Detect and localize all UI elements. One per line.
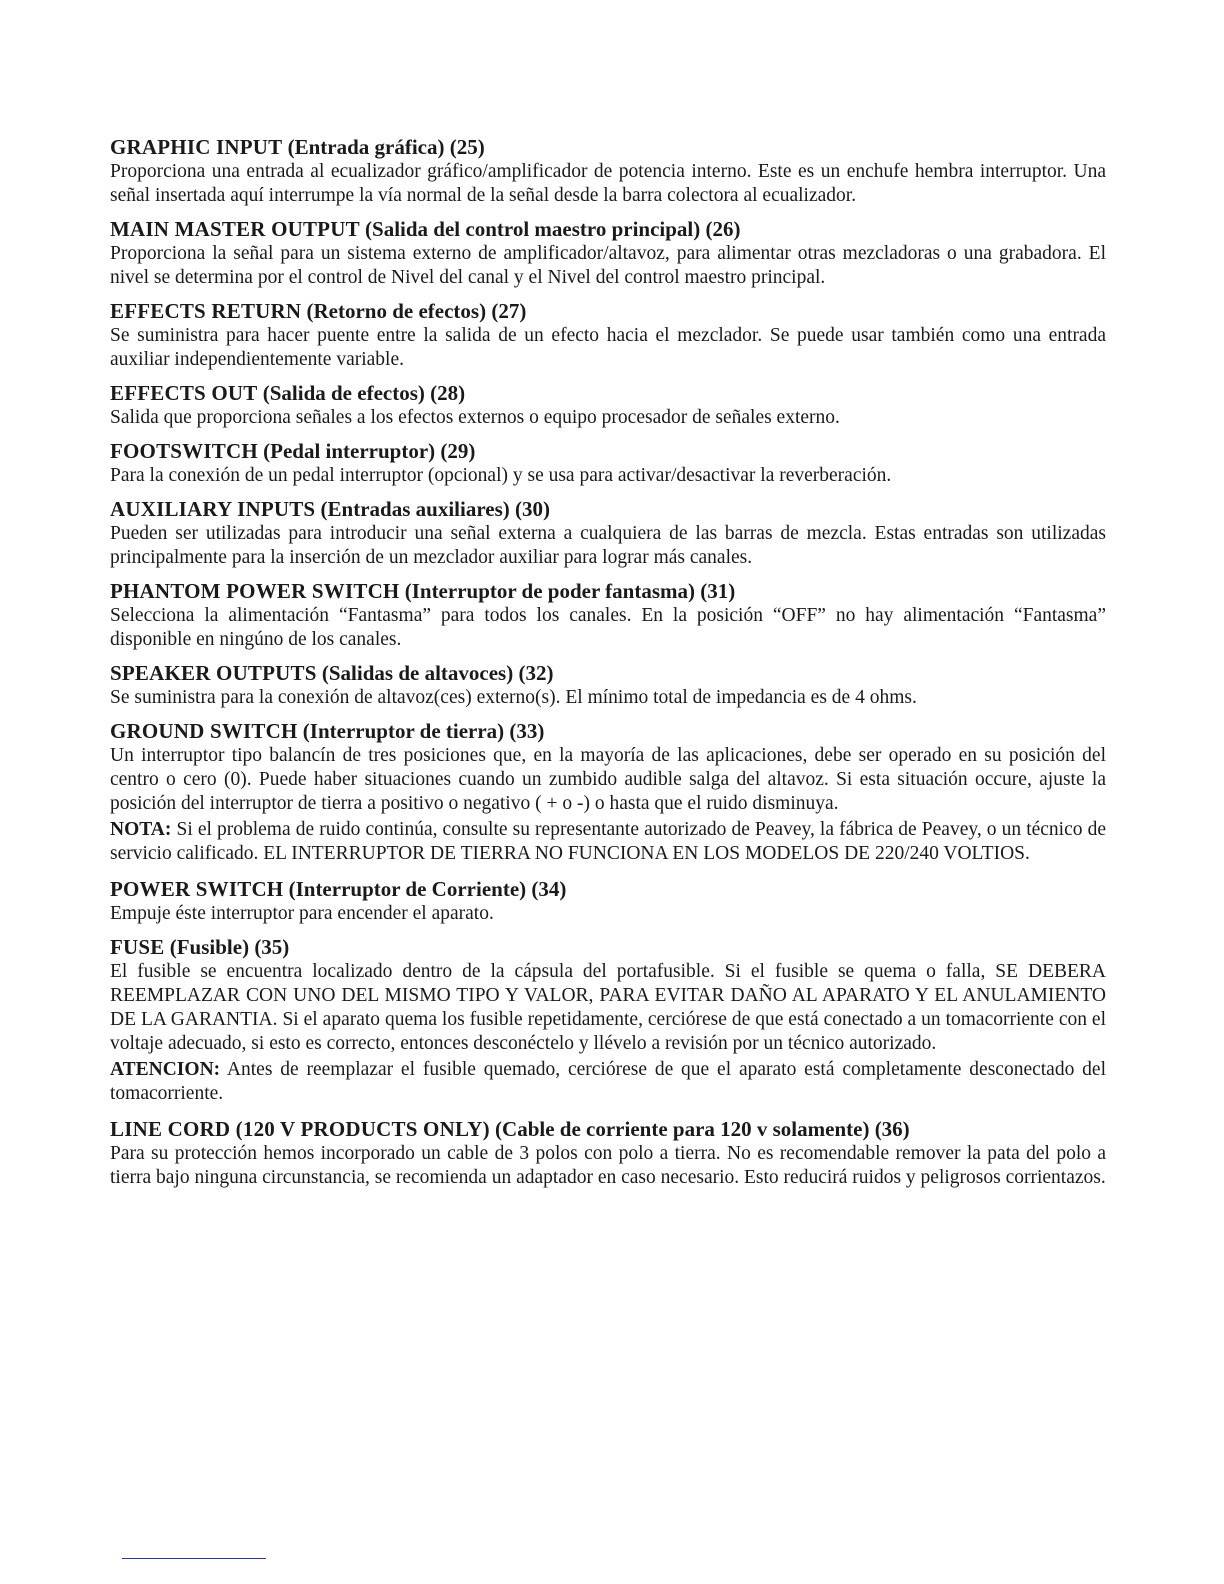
document-page [110, 134, 1106, 1198]
section-heading: POWER SWITCH (Interruptor de Corriente) (34) [110, 877, 567, 901]
attention-text: Antes de reemplazar el fusible quemado, cerciórese de que el aparato está completamente desconectado del tomacorriente. [110, 1059, 1106, 1104]
section-heading: FOOTSWITCH (Pedal interruptor) (29) [110, 439, 476, 463]
footer-rule [122, 1558, 266, 1559]
section-body: Empuje éste interruptor para encender el aparato. [110, 903, 494, 924]
section-body: Se suministra para la conexión de altavoz(ces) externo(s). El mínimo total de impedancia es de 4 ohms. [110, 687, 917, 708]
section-body: Proporciona una entrada al ecualizador gráfico/amplificador de potencia interno. Este es un enchufe hembra interruptor. Una señal insertada aquí interrumpe la vía normal de la señal desde la barra colectora al ecualizador. [110, 161, 1106, 206]
section-heading: PHANTOM POWER SWITCH (Interruptor de poder fantasma) (31) [110, 579, 736, 603]
section-line-cord [110, 1116, 1106, 1190]
note-text: Si el problema de ruido continúa, consulte su representante autorizado de Peavey, la fábrica de Peavey, o un técnico de servicio calificado. EL INTERRUPTOR DE TIERRA NO FUNCIONA EN LOS MODELOS DE 220/240 VOLTIOS. [110, 819, 1106, 864]
section-body: Para la conexión de un pedal interruptor (opcional) y se usa para activar/desactivar la reverberación. [110, 465, 892, 486]
section-heading: MAIN MASTER OUTPUT (Salida del control maestro principal) (26) [110, 217, 741, 241]
section-ground-switch [110, 718, 1106, 866]
attention-label: ATENCION: [110, 1059, 221, 1080]
section-auxiliary-inputs [110, 496, 1106, 570]
section-speaker-outputs [110, 660, 1106, 710]
section-heading: EFFECTS RETURN (Retorno de efectos) (27) [110, 299, 527, 323]
section-power-switch [110, 876, 1106, 926]
section-body: Se suministra para hacer puente entre la salida de un efecto hacia el mezclador. Se puede usar también como una entrada auxiliar independientemente variable. [110, 325, 1106, 370]
section-phantom-power-switch [110, 578, 1106, 652]
section-main-master-output [110, 216, 1106, 290]
section-graphic-input [110, 134, 1106, 208]
section-heading: GRAPHIC INPUT (Entrada gráfica) (25) [110, 135, 485, 159]
section-heading: EFFECTS OUT (Salida de efectos) (28) [110, 381, 466, 405]
section-heading: LINE CORD (120 V PRODUCTS ONLY) (Cable de corriente para 120 v solamente) (36) [110, 1117, 910, 1141]
section-body: Un interruptor tipo balancín de tres posiciones que, en la mayoría de las aplicaciones, debe ser operado en su posición del centro o cero (0). Puede haber situaciones cuando un zumbido audible salga del altavoz. Si esta situación occure, ajuste la posición del interruptor de tierra a positivo o negativo ( + o -) o hasta que el ruido disminuya. [110, 745, 1106, 814]
section-body: Selecciona la alimentación “Fantasma” para todos los canales. En la posición “OFF” no hay alimentación “Fantasma” disponible en ningúno de los canales. [110, 605, 1106, 650]
section-footswitch [110, 438, 1106, 488]
section-heading: AUXILIARY INPUTS (Entradas auxiliares) (30) [110, 497, 550, 521]
section-effects-return [110, 298, 1106, 372]
section-body: El fusible se encuentra localizado dentro de la cápsula del portafusible. Si el fusible se quema o falla, SE DEBERA REEMPLAZAR CON UNO DEL MISMO TIPO Y VALOR, PARA EVITAR DAÑO AL APARATO Y EL ANULAMIENTO DE LA GARANTIA. Si el aparato quema los fusible repetidamente, cerciórese de que está conectado a un tomacorriente con el voltaje adecuado, si esto es correcto, entonces desconéctelo y llévelo a revisión por un técnico autorizado. [110, 961, 1106, 1054]
section-heading: SPEAKER OUTPUTS (Salidas de altavoces) (32) [110, 661, 554, 685]
section-body: Proporciona la señal para un sistema externo de amplificador/altavoz, para alimentar otras mezcladoras o una grabadora. El nivel se determina por el control de Nivel del canal y el Nivel del control maestro principal. [110, 243, 1106, 288]
section-heading: GROUND SWITCH (Interruptor de tierra) (33) [110, 719, 545, 743]
section-effects-out [110, 380, 1106, 430]
attention-paragraph [110, 1058, 1106, 1106]
section-heading: FUSE (Fusible) (35) [110, 935, 290, 959]
section-body: Salida que proporciona señales a los efectos externos o equipo procesador de señales externo. [110, 407, 840, 428]
section-fuse [110, 934, 1106, 1106]
note-paragraph [110, 818, 1106, 866]
section-body: Para su protección hemos incorporado un cable de 3 polos con polo a tierra. No es recomendable remover la pata del polo a tierra bajo ninguna circunstancia, se recomienda un adaptador en caso necesario. Esto reducirá ruidos y peligrosos corrientazos. [110, 1143, 1106, 1188]
note-label: NOTA: [110, 819, 172, 840]
section-body: Pueden ser utilizadas para introducir una señal externa a cualquiera de las barras de mezcla. Estas entradas son utilizadas principalmente para la inserción de un mezclador auxiliar para lograr más canales. [110, 523, 1106, 568]
